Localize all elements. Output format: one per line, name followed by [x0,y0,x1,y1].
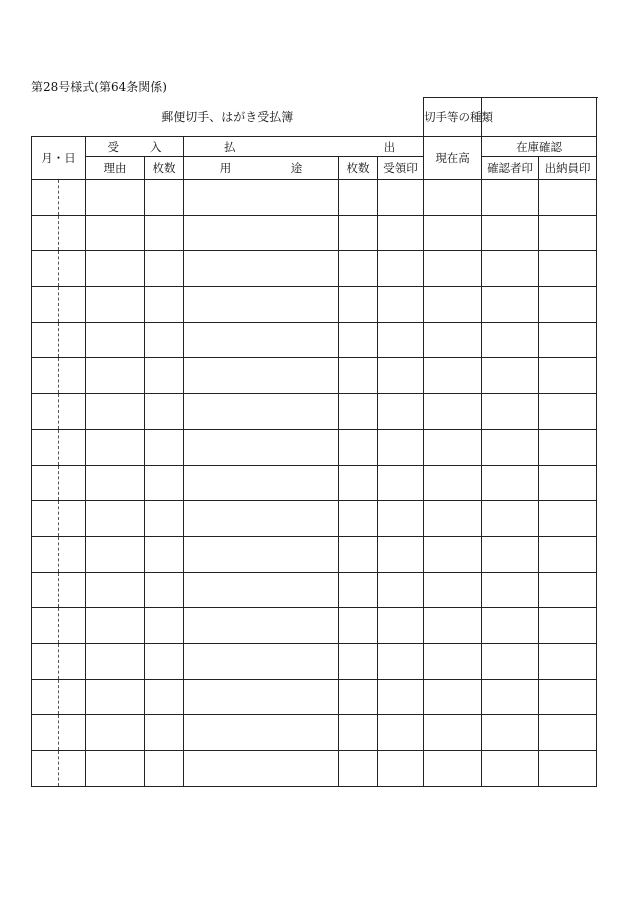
recipient-seal-cell[interactable] [378,429,424,465]
day-cell[interactable] [59,358,86,394]
checker-seal-cell[interactable] [482,501,539,537]
checker-seal-cell[interactable] [482,536,539,572]
usage-cell[interactable] [184,465,339,501]
checker-seal-cell[interactable] [482,180,539,216]
ledger-row [32,679,597,715]
recipient-seal-cell[interactable] [378,394,424,430]
ledger-row [32,287,597,323]
balance-cell[interactable] [424,465,482,501]
reason-cell[interactable] [86,322,145,358]
header-payment [184,137,424,157]
day-cell[interactable] [59,679,86,715]
ledger-row [32,251,597,287]
month-cell[interactable] [32,251,59,287]
ledger-row [32,536,597,572]
balance-cell[interactable] [424,322,482,358]
payment-count-cell[interactable] [339,501,378,537]
header-date: 月・日 [32,137,86,180]
balance-cell[interactable] [424,715,482,751]
checker-seal-cell[interactable] [482,251,539,287]
checker-seal-cell[interactable] [482,465,539,501]
balance-cell[interactable] [424,643,482,679]
recipient-seal-cell[interactable] [378,572,424,608]
checker-seal-cell[interactable] [482,643,539,679]
usage-cell[interactable] [184,608,339,644]
payment-count-cell[interactable] [339,394,378,430]
payment-count-cell[interactable] [339,643,378,679]
month-cell[interactable] [32,358,59,394]
day-cell[interactable] [59,751,86,787]
header-receipt-b: 入 [150,139,162,154]
day-cell[interactable] [59,608,86,644]
checker-seal-cell[interactable] [482,394,539,430]
balance-cell[interactable] [424,251,482,287]
usage-cell[interactable] [184,751,339,787]
ledger-row [32,394,597,430]
reason-cell[interactable] [86,394,145,430]
checker-seal-cell[interactable] [482,751,539,787]
balance-cell[interactable] [424,572,482,608]
receipt-count-cell[interactable] [145,287,184,323]
usage-cell[interactable] [184,679,339,715]
reason-cell[interactable] [86,465,145,501]
cashier-seal-cell[interactable] [539,322,597,358]
balance-cell[interactable] [424,501,482,537]
day-cell[interactable] [59,465,86,501]
payment-count-cell[interactable] [339,465,378,501]
cashier-seal-cell[interactable] [539,251,597,287]
payment-count-cell[interactable] [339,322,378,358]
header-row-1 [32,137,597,157]
balance-cell[interactable] [424,536,482,572]
stamp-type-label: 切手等の種類 [424,98,482,137]
day-cell[interactable] [59,394,86,430]
payment-count-cell[interactable] [339,536,378,572]
balance-cell[interactable] [424,180,482,216]
ledger-title: 郵便切手、はがき受払簿 [32,98,424,137]
receipt-count-cell[interactable] [145,715,184,751]
usage-cell[interactable] [184,394,339,430]
month-cell[interactable] [32,643,59,679]
ledger-row [32,180,597,216]
form-number: 第28号様式(第64条関係) [31,80,167,94]
reason-cell[interactable] [86,429,145,465]
payment-count-cell[interactable] [339,251,378,287]
checker-seal-cell[interactable] [482,715,539,751]
month-cell[interactable] [32,715,59,751]
cashier-seal-cell[interactable] [539,643,597,679]
cashier-seal-cell[interactable] [539,429,597,465]
ledger-row [32,429,597,465]
cashier-seal-cell[interactable] [539,679,597,715]
usage-cell[interactable] [184,180,339,216]
cashier-seal-cell[interactable] [539,715,597,751]
ledger-row [32,465,597,501]
usage-cell[interactable] [184,429,339,465]
balance-cell[interactable] [424,608,482,644]
receipt-count-cell[interactable] [145,501,184,537]
checker-seal-cell[interactable] [482,679,539,715]
receipt-count-cell[interactable] [145,180,184,216]
day-cell[interactable] [59,501,86,537]
payment-count-cell[interactable] [339,215,378,251]
day-cell[interactable] [59,251,86,287]
day-cell[interactable] [59,180,86,216]
stamp-type-value[interactable] [482,98,597,137]
receipt-count-cell[interactable] [145,679,184,715]
header-payment-count: 枚数 [339,157,378,180]
payment-count-cell[interactable] [339,572,378,608]
ledger-row [32,715,597,751]
day-cell[interactable] [59,536,86,572]
header-receipt-count: 枚数 [145,157,184,180]
usage-cell[interactable] [184,572,339,608]
month-cell[interactable] [32,465,59,501]
reason-cell[interactable] [86,715,145,751]
ledger-row [32,501,597,537]
header-payment-b: 出 [383,139,396,154]
reason-cell[interactable] [86,572,145,608]
checker-seal-cell[interactable] [482,572,539,608]
recipient-seal-cell[interactable] [378,251,424,287]
month-cell[interactable] [32,501,59,537]
recipient-seal-cell[interactable] [378,751,424,787]
ledger-row [32,643,597,679]
cashier-seal-cell[interactable] [539,608,597,644]
checker-seal-cell[interactable] [482,322,539,358]
receipt-count-cell[interactable] [145,394,184,430]
recipient-seal-cell[interactable] [378,501,424,537]
receipt-count-cell[interactable] [145,465,184,501]
month-cell[interactable] [32,572,59,608]
header-stock-check: 在庫確認 [482,137,597,157]
header-usage-b: 途 [290,161,303,175]
usage-cell[interactable] [184,251,339,287]
title-row [32,98,597,137]
day-cell[interactable] [59,322,86,358]
ledger-row [32,215,597,251]
payment-count-cell[interactable] [339,429,378,465]
receipt-count-cell[interactable] [145,536,184,572]
reason-cell[interactable] [86,501,145,537]
reason-cell[interactable] [86,608,145,644]
ledger-row [32,751,597,787]
checker-seal-cell[interactable] [482,287,539,323]
payment-count-cell[interactable] [339,608,378,644]
day-cell[interactable] [59,429,86,465]
reason-cell[interactable] [86,358,145,394]
recipient-seal-cell[interactable] [378,679,424,715]
header-receipt [86,137,184,157]
recipient-seal-cell[interactable] [378,643,424,679]
cashier-seal-cell[interactable] [539,465,597,501]
receipt-count-cell[interactable] [145,322,184,358]
cashier-seal-cell[interactable] [539,501,597,537]
usage-cell[interactable] [184,287,339,323]
recipient-seal-cell[interactable] [378,358,424,394]
reason-cell[interactable] [86,251,145,287]
reason-cell[interactable] [86,679,145,715]
balance-cell[interactable] [424,287,482,323]
recipient-seal-cell[interactable] [378,465,424,501]
header-row-2 [32,157,597,180]
usage-cell[interactable] [184,643,339,679]
payment-count-cell[interactable] [339,679,378,715]
usage-cell[interactable] [184,715,339,751]
header-checker-seal: 確認者印 [482,157,539,180]
receipt-count-cell[interactable] [145,751,184,787]
day-cell[interactable] [59,287,86,323]
ledger-row [32,572,597,608]
balance-cell[interactable] [424,679,482,715]
checker-seal-cell[interactable] [482,608,539,644]
reason-cell[interactable] [86,287,145,323]
reason-cell[interactable] [86,180,145,216]
payment-count-cell[interactable] [339,180,378,216]
cashier-seal-cell[interactable] [539,215,597,251]
header-payment-a: 払 [224,139,236,154]
ledger-row [32,608,597,644]
recipient-seal-cell[interactable] [378,322,424,358]
month-cell[interactable] [32,679,59,715]
day-cell[interactable] [59,715,86,751]
payment-count-cell[interactable] [339,287,378,323]
header-usage-a: 用 [219,161,232,175]
receipt-count-cell[interactable] [145,643,184,679]
header-recipient-seal: 受領印 [378,157,424,180]
month-cell[interactable] [32,394,59,430]
day-cell[interactable] [59,572,86,608]
recipient-seal-cell[interactable] [378,180,424,216]
cashier-seal-cell[interactable] [539,287,597,323]
balance-cell[interactable] [424,394,482,430]
balance-cell[interactable] [424,429,482,465]
balance-cell[interactable] [424,215,482,251]
usage-cell[interactable] [184,322,339,358]
checker-seal-cell[interactable] [482,358,539,394]
recipient-seal-cell[interactable] [378,215,424,251]
payment-count-cell[interactable] [339,715,378,751]
month-cell[interactable] [32,287,59,323]
balance-cell[interactable] [424,751,482,787]
recipient-seal-cell[interactable] [378,608,424,644]
day-cell[interactable] [59,215,86,251]
checker-seal-cell[interactable] [482,429,539,465]
cashier-seal-cell[interactable] [539,536,597,572]
day-cell[interactable] [59,643,86,679]
month-cell[interactable] [32,608,59,644]
reason-cell[interactable] [86,751,145,787]
cashier-seal-cell[interactable] [539,358,597,394]
cashier-seal-cell[interactable] [539,180,597,216]
header-receipt-a: 受 [107,139,119,154]
month-cell[interactable] [32,322,59,358]
receipt-count-cell[interactable] [145,215,184,251]
reason-cell[interactable] [86,215,145,251]
payment-count-cell[interactable] [339,358,378,394]
receipt-count-cell[interactable] [145,358,184,394]
header-current-balance: 現在高 [424,137,482,180]
header-cashier-seal: 出納員印 [539,157,597,180]
ledger-body [32,180,597,787]
checker-seal-cell[interactable] [482,215,539,251]
ledger-row [32,358,597,394]
recipient-seal-cell[interactable] [378,715,424,751]
usage-cell[interactable] [184,358,339,394]
header-reason: 理由 [86,157,145,180]
month-cell[interactable] [32,180,59,216]
recipient-seal-cell[interactable] [378,287,424,323]
cashier-seal-cell[interactable] [539,751,597,787]
ledger-table [31,97,597,787]
cashier-seal-cell[interactable] [539,572,597,608]
month-cell[interactable] [32,215,59,251]
usage-cell[interactable] [184,501,339,537]
receipt-count-cell[interactable] [145,251,184,287]
recipient-seal-cell[interactable] [378,536,424,572]
month-cell[interactable] [32,429,59,465]
payment-count-cell[interactable] [339,751,378,787]
usage-cell[interactable] [184,536,339,572]
ledger-row [32,322,597,358]
month-cell[interactable] [32,536,59,572]
balance-cell[interactable] [424,358,482,394]
header-usage [184,157,339,180]
reason-cell[interactable] [86,643,145,679]
receipt-count-cell[interactable] [145,429,184,465]
receipt-count-cell[interactable] [145,608,184,644]
reason-cell[interactable] [86,536,145,572]
receipt-count-cell[interactable] [145,572,184,608]
month-cell[interactable] [32,751,59,787]
usage-cell[interactable] [184,215,339,251]
cashier-seal-cell[interactable] [539,394,597,430]
